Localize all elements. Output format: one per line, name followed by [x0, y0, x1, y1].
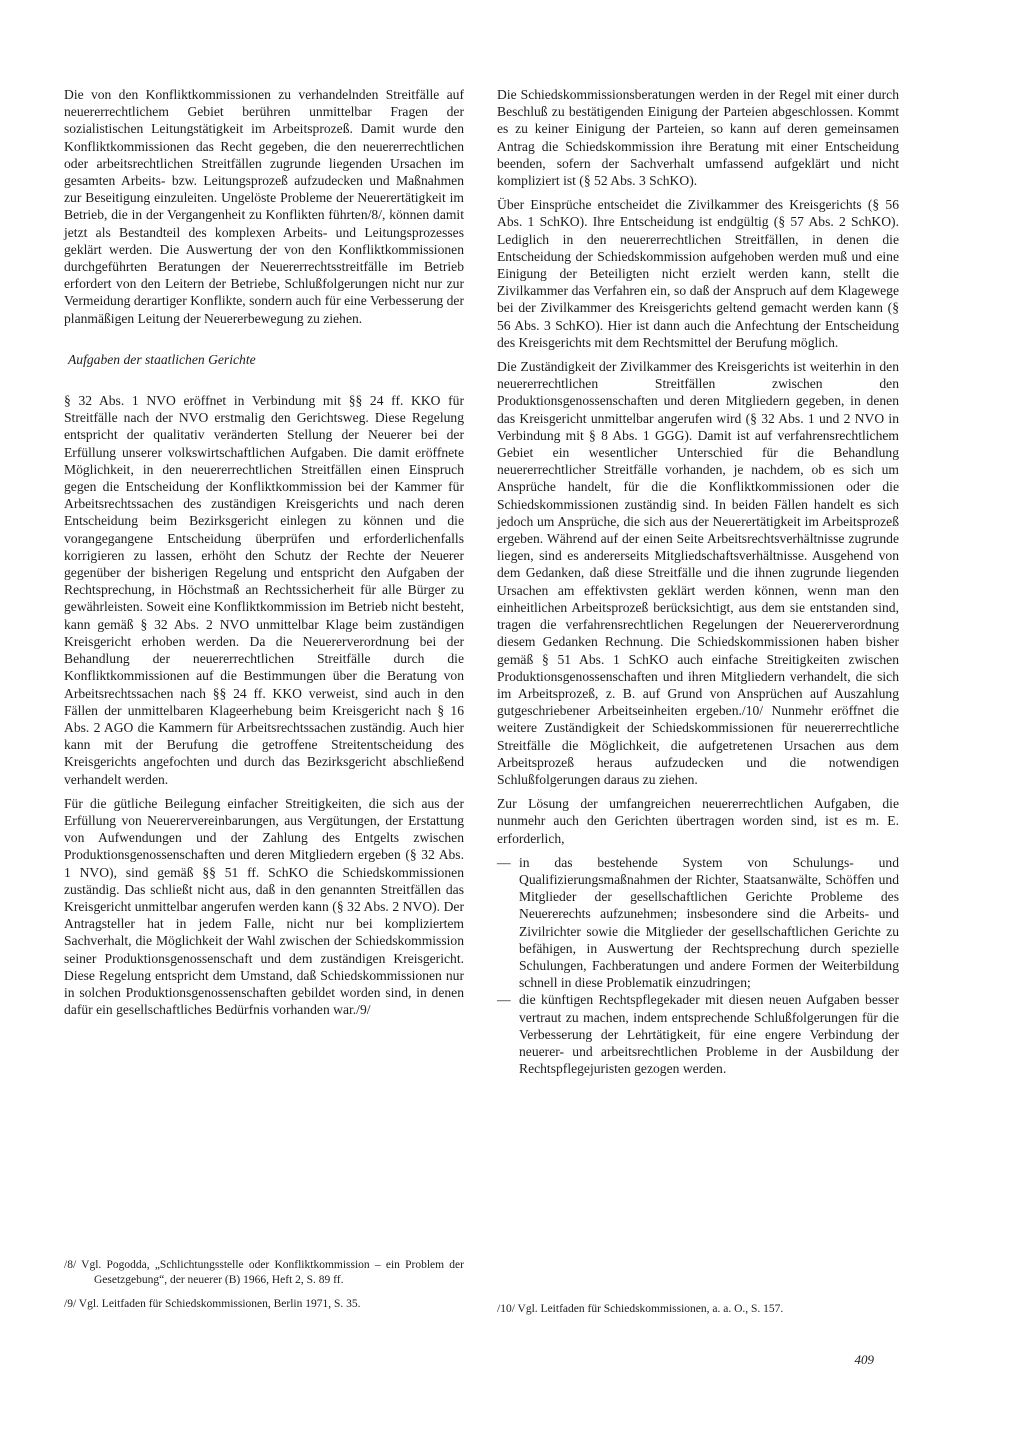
body-paragraph: Die Zuständigkeit der Zivilkammer des Kreisgerichts ist weiterhin in den neuererrechtlichen Streitfällen zwischen den Produktionsgenossenschaften und deren Mitgliedern gegeben, in denen das Kreisgericht unmittelbar angerufen wird (§ 32 Abs. 1 und 2 NVO in Verbindung mit § 8 Abs. 1 GGG). Damit ist auf verfahrensrechtlichem Gebiet ein wesentlicher Unterschied für die Behandlung neuererrechtlicher Streitfälle vorhanden, je nachdem, ob es sich um Ansprüche handelt, für die die Konfliktkommissionen oder die Schiedskommissionen zuständig sind. In beiden Fällen handelt es sich jedoch um Ansprüche, die sich aus der Neuerertätigkeit im Arbeitsprozeß ergeben. Während auf der einen Seite Arbeitsrechtsverhältnisse zugrunde liegen, sind es andererseits Mitgliedschaftsverhältnisse. Ausgehend von dem Gedanken, daß diese Streitfälle und die ihnen zugrunde liegenden Ursachen am effektivsten geklärt werden können, wenn man den einheitlichen Arbeitsprozeß berücksichtigt, aus dem sie entstanden sind, tragen die verfahrensrechtlichen Regelungen der Neuererverordnung diesem Gedanken Rechnung. Die Schiedskommissionen haben bisher gemäß § 51 Abs. 1 SchKO auch einfache Streitigkeiten zwischen Produktionsgenossenschaften und ihren Mitgliedern verhandelt, die sich im Arbeitsprozeß, z. B. auf Grund von Ansprüchen auf Auszahlung gutgeschriebener Arbeitseinheiten ergeben./10/ Nunmehr eröffnet die weitere Zuständigkeit der Schiedskommissionen für neuererrechtliche Streitfälle die Möglichkeit, die aufgetretenen Ursachen aus dem Arbeitsprozeß heraus aufzudecken und die notwendigen Schlußfolgerungen daraus zu ziehen.: [497, 359, 899, 787]
left-column: [64, 86, 464, 1025]
body-paragraph: Über Einsprüche entscheidet die Zivilkammer des Kreisgerichts (§ 56 Abs. 1 SchKO). Ihre Entscheidung ist endgültig (§ 57 Abs. 2 SchKO). Lediglich in den neuererrechtlichen Streitfällen, in denen die Entscheidung der Schiedskommission aufgehoben werden muß und eine Einigung der Beteiligten nicht erzielt werden kann, stellt die Zivilkammer das Verfahren ein, so daß der Anspruch auf dem Klagewege bei der Zivilkammer des Kreisgerichts geltend gemacht werden kann (§ 56 Abs. 3 SchKO). Hier ist dann auch die Anfechtung der Entscheidung des Kreisgerichts mit dem Rechtsmittel der Berufung möglich.: [497, 197, 899, 350]
list-item: — die künftigen Rechtspflegekader mit diesen neuen Aufgaben besser vertraut zu machen, indem entsprechende Schlußfolgerungen für die Verbesserung der Lehrtätigkeit, für eine engere Verbindung der neuerer- und arbeitsrechtlichen Probleme in der Ausbildung der Rechtspflegejuristen gezogen werden.: [497, 991, 899, 1077]
section-heading: Aufgaben der staatlichen Gerichte: [68, 351, 256, 367]
footnote-10: /10/ Vgl. Leitfaden für Schiedskommissionen, a. a. O., S. 157.: [497, 1303, 784, 1315]
footnotes-left: [64, 1258, 464, 1322]
footnote-8: /8/ Vgl. Pogodda, „Schlichtungsstelle oder Konfliktkommission – ein Problem der Gesetzgebung“, der neuerer (B) 1966, Heft 2, S. 89 ff.: [64, 1259, 464, 1286]
footnotes-right: [497, 1302, 899, 1327]
list-item: — in das bestehende System von Schulungs- und Qualifizierungsmaßnahmen der Richter, Staatsanwälte, Schöffen und Mitglieder der gesellschaftlichen Gerichte Probleme des Neuererechts aufzunehmen; insbesondere sind die Arbeits- und Zivilrichter sowie die Mitglieder der gesellschaftlichen Gerichte zu befähigen, in Auswertung der Rechtsprechung durch spezielle Schulungen, Fachberatungen und andere Formen der Weiterbildung schnell in diese Problematik einzudringen;: [497, 854, 899, 992]
body-paragraph: Die Schiedskommissionsberatungen werden in der Regel mit einer durch Beschluß zu bestätigenden Einigung der Parteien abgeschlossen. Kommt es zu keiner Einigung der Parteien, so kann auf deren gemeinsamen Antrag die Schiedskommission ihre Beratung mit einer Entscheidung beenden, sofern der Sachverhalt umfassend aufgeklärt und nicht kompliziert ist (§ 52 Abs. 3 SchKO).: [497, 87, 899, 189]
body-paragraph: Die von den Konfliktkommissionen zu verhandelnden Streitfälle auf neuererrechtlichem Gebiet berühren unmittelbar Fragen der sozialistischen Leitungstätigkeit im Arbeitsprozeß. Damit wurde den Konfliktkommissionen das Recht gegeben, die den neuererrechtlichen oder arbeitsrechtlichen Streitfällen zugrunde liegenden Ursachen im gesamten Arbeits- bzw. Leitungsprozeß aufzudecken und Maßnahmen zur Beseitigung einzuleiten. Ungelöste Probleme der Neuerertätigkeit im Betrieb, die in der Vergangenheit zu Konflikten führten/8/, können damit jetzt als Bestandteil des komplexen Arbeits- und Leitungsprozesses geklärt werden. Die Auswertung der von den Konfliktkommissionen durchgeführten Beratungen der Neuererrechtsstreitfälle im Betrieb erfordert von den Leitern der Betriebe, Schlußfolgerungen nicht nur zur Vermeidung derartiger Konflikte, sondern auch für eine Verbesserung der planmäßigen Leitung der Neuererbewegung zu ziehen.: [64, 87, 464, 326]
body-paragraph: § 32 Abs. 1 NVO eröffnet in Verbindung mit §§ 24 ff. KKO für Streitfälle nach der NVO erstmalig den Gerichtsweg. Diese Regelung entspricht der qualitativ veränderten Stellung der Neuerer bei der Erfüllung unserer volkswirtschaftlichen Aufgaben. Die damit eröffnete Möglichkeit, in den neuererrechtlichen Streitfällen einen Einspruch gegen die Entscheidung der Konfliktkommission bei der Kammer für Arbeitsrechtssachen des zuständigen Kreisgerichts und nach deren Entscheidung beim Bezirksgericht einlegen zu können und die vorangegangene Entscheidung überprüfen und erforderlichenfalls korrigieren zu lassen, erhöht den Schutz der Rechte der Neuerer gegenüber der bisherigen Regelung und entspricht den Aufgaben der Rechtsprechung, in Höchstmaß an Rechtssicherheit für alle Bürger zu gewährleisten. Soweit eine Konfliktkommission im Betrieb nicht besteht, kann gemäß § 32 Abs. 2 NVO unmittelbar Klage beim zuständigen Kreisgericht erhoben werden. Da die Neuererverordnung bei der Behandlung der neuererrechtlichen Streitfälle durch die Konfliktkommissionen auf die Bestimmungen über die Beratung von Arbeitsrechtssachen nach §§ 24 ff. KKO verweist, sind auch in den Fällen der unmittelbaren Klageerhebung beim Kreisgericht nach § 16 Abs. 2 AGO die Kammern für Arbeitsrechtssachen zuständig. Auch hier kann mit der Berufung die getroffene Streitentscheidung des Kreisgerichts angefochten und durch das Bezirksgericht abschließend verhandelt werden.: [64, 393, 464, 787]
requirements-list: [497, 854, 899, 1078]
body-paragraph: Für die gütliche Beilegung einfacher Streitigkeiten, die sich aus der Erfüllung von Neuerervereinbarungen, aus Vergütungen, der Erstattung von Aufwendungen und der Zahlung des Entgelts zwischen Produktionsgenossenschaften und deren Mitgliedern ergeben (§ 32 Abs. 1 NVO), sind gemäß §§ 51 ff. SchKO die Schiedskommissionen zuständig. Das schließt nicht aus, daß in den genannten Streitfällen das Kreisgericht unmittelbar angerufen werden kann (§ 32 Abs. 2 NVO). Der Antragsteller hat in jedem Falle, nicht nur bei kompliziertem Sachverhalt, die Möglichkeit der Wahl zwischen der Schiedskommission seiner Produktionsgenossenschaft und dem zuständigen Kreisgericht. Diese Regelung entspricht dem Umstand, daß Schiedskommissionen nur in solchen Produktionsgenossenschaften gebildet worden sind, in denen dafür ein gesellschaftliches Bedürfnis vorhanden war./9/: [64, 795, 464, 1018]
right-column: [497, 86, 899, 1077]
footnote-9: /9/ Vgl. Leitfaden für Schiedskommissionen, Berlin 1971, S. 35.: [64, 1298, 361, 1310]
page-number: 409: [854, 1352, 874, 1367]
body-paragraph: Zur Lösung der umfangreichen neuererrechtlichen Aufgaben, die nunmehr auch den Gerichten übertragen worden sind, ist es m. E. erforderlich,: [497, 796, 899, 846]
